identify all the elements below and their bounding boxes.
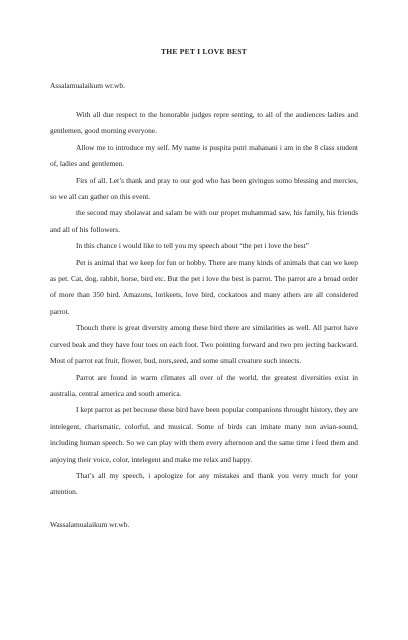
paragraph-conclusion: That’s all my speech, i apologize for any mistakes and thank you verry much for your attention. bbox=[50, 470, 358, 497]
paragraph-pet-definition: Pet is animal that we keep for fun or hobby. There are many kinds of animals that can we keep as pet. Cat, dog, rabbit, horse, bird etc. But the pet i love the best is parrot. The parrot are a broad order of more than 350 bird. Amazons, lorikeets, love bird, cockatoos and many athers are all considered parrot. bbox=[50, 257, 358, 316]
closing-line: Wassalamualaikum wr.wb. bbox=[50, 519, 130, 529]
paragraph-parrot-traits: Thouch there is great diversity among these bird there are similarities as well. All parrot have curved beak and they have four toes on each foot. Two pointing forward and two pro jecting backward. Most of parrot eat fruit, flower, bud, nors,seed, and some small creature such insects. bbox=[50, 323, 358, 366]
paragraph-sholawat: the second may sholawat and salam be with our propet muhammad saw, his family, his friends and all of his followers. bbox=[50, 208, 358, 234]
document-title: THE PET I LOVE BEST bbox=[161, 47, 247, 56]
paragraph-why-parrot: I kept parrot as pet becouse these bird have been popular companions throught history, they are intelegent, charismatic, colorful, and musical. Some of birds can imitate many non avian-sound, including human speech. So we can play with them every afternoon and the same time i feed them and anjoying their voice, color, intelegent and make me relax and happy. bbox=[50, 405, 358, 464]
paragraph-respect: With all due respect to the honorable judges repre senting, to all of the audiences ladies and gentlemen, good morning everyone. bbox=[50, 110, 358, 136]
greeting-line: Assalamualaikum wr.wb. bbox=[50, 81, 125, 90]
paragraph-introduction: Allow me to introduce my self. My name is puspita putri mahanani i am in the 8 class student of, ladies and gentlemen. bbox=[50, 142, 358, 169]
paragraph-thanks: Firs of all. Let’s thank and pray to our god who has been givingus somo blessing and mercies, so we all can gather on this event. bbox=[50, 175, 358, 202]
paragraph-topic: In this chance i would like to tell you my speech about “the pet i love the best” bbox=[76, 241, 309, 251]
paragraph-parrot-habitat: Parrot are found in warm climates all over of the world, the greatest diversities exist in australia, central america and south america. bbox=[50, 372, 358, 398]
